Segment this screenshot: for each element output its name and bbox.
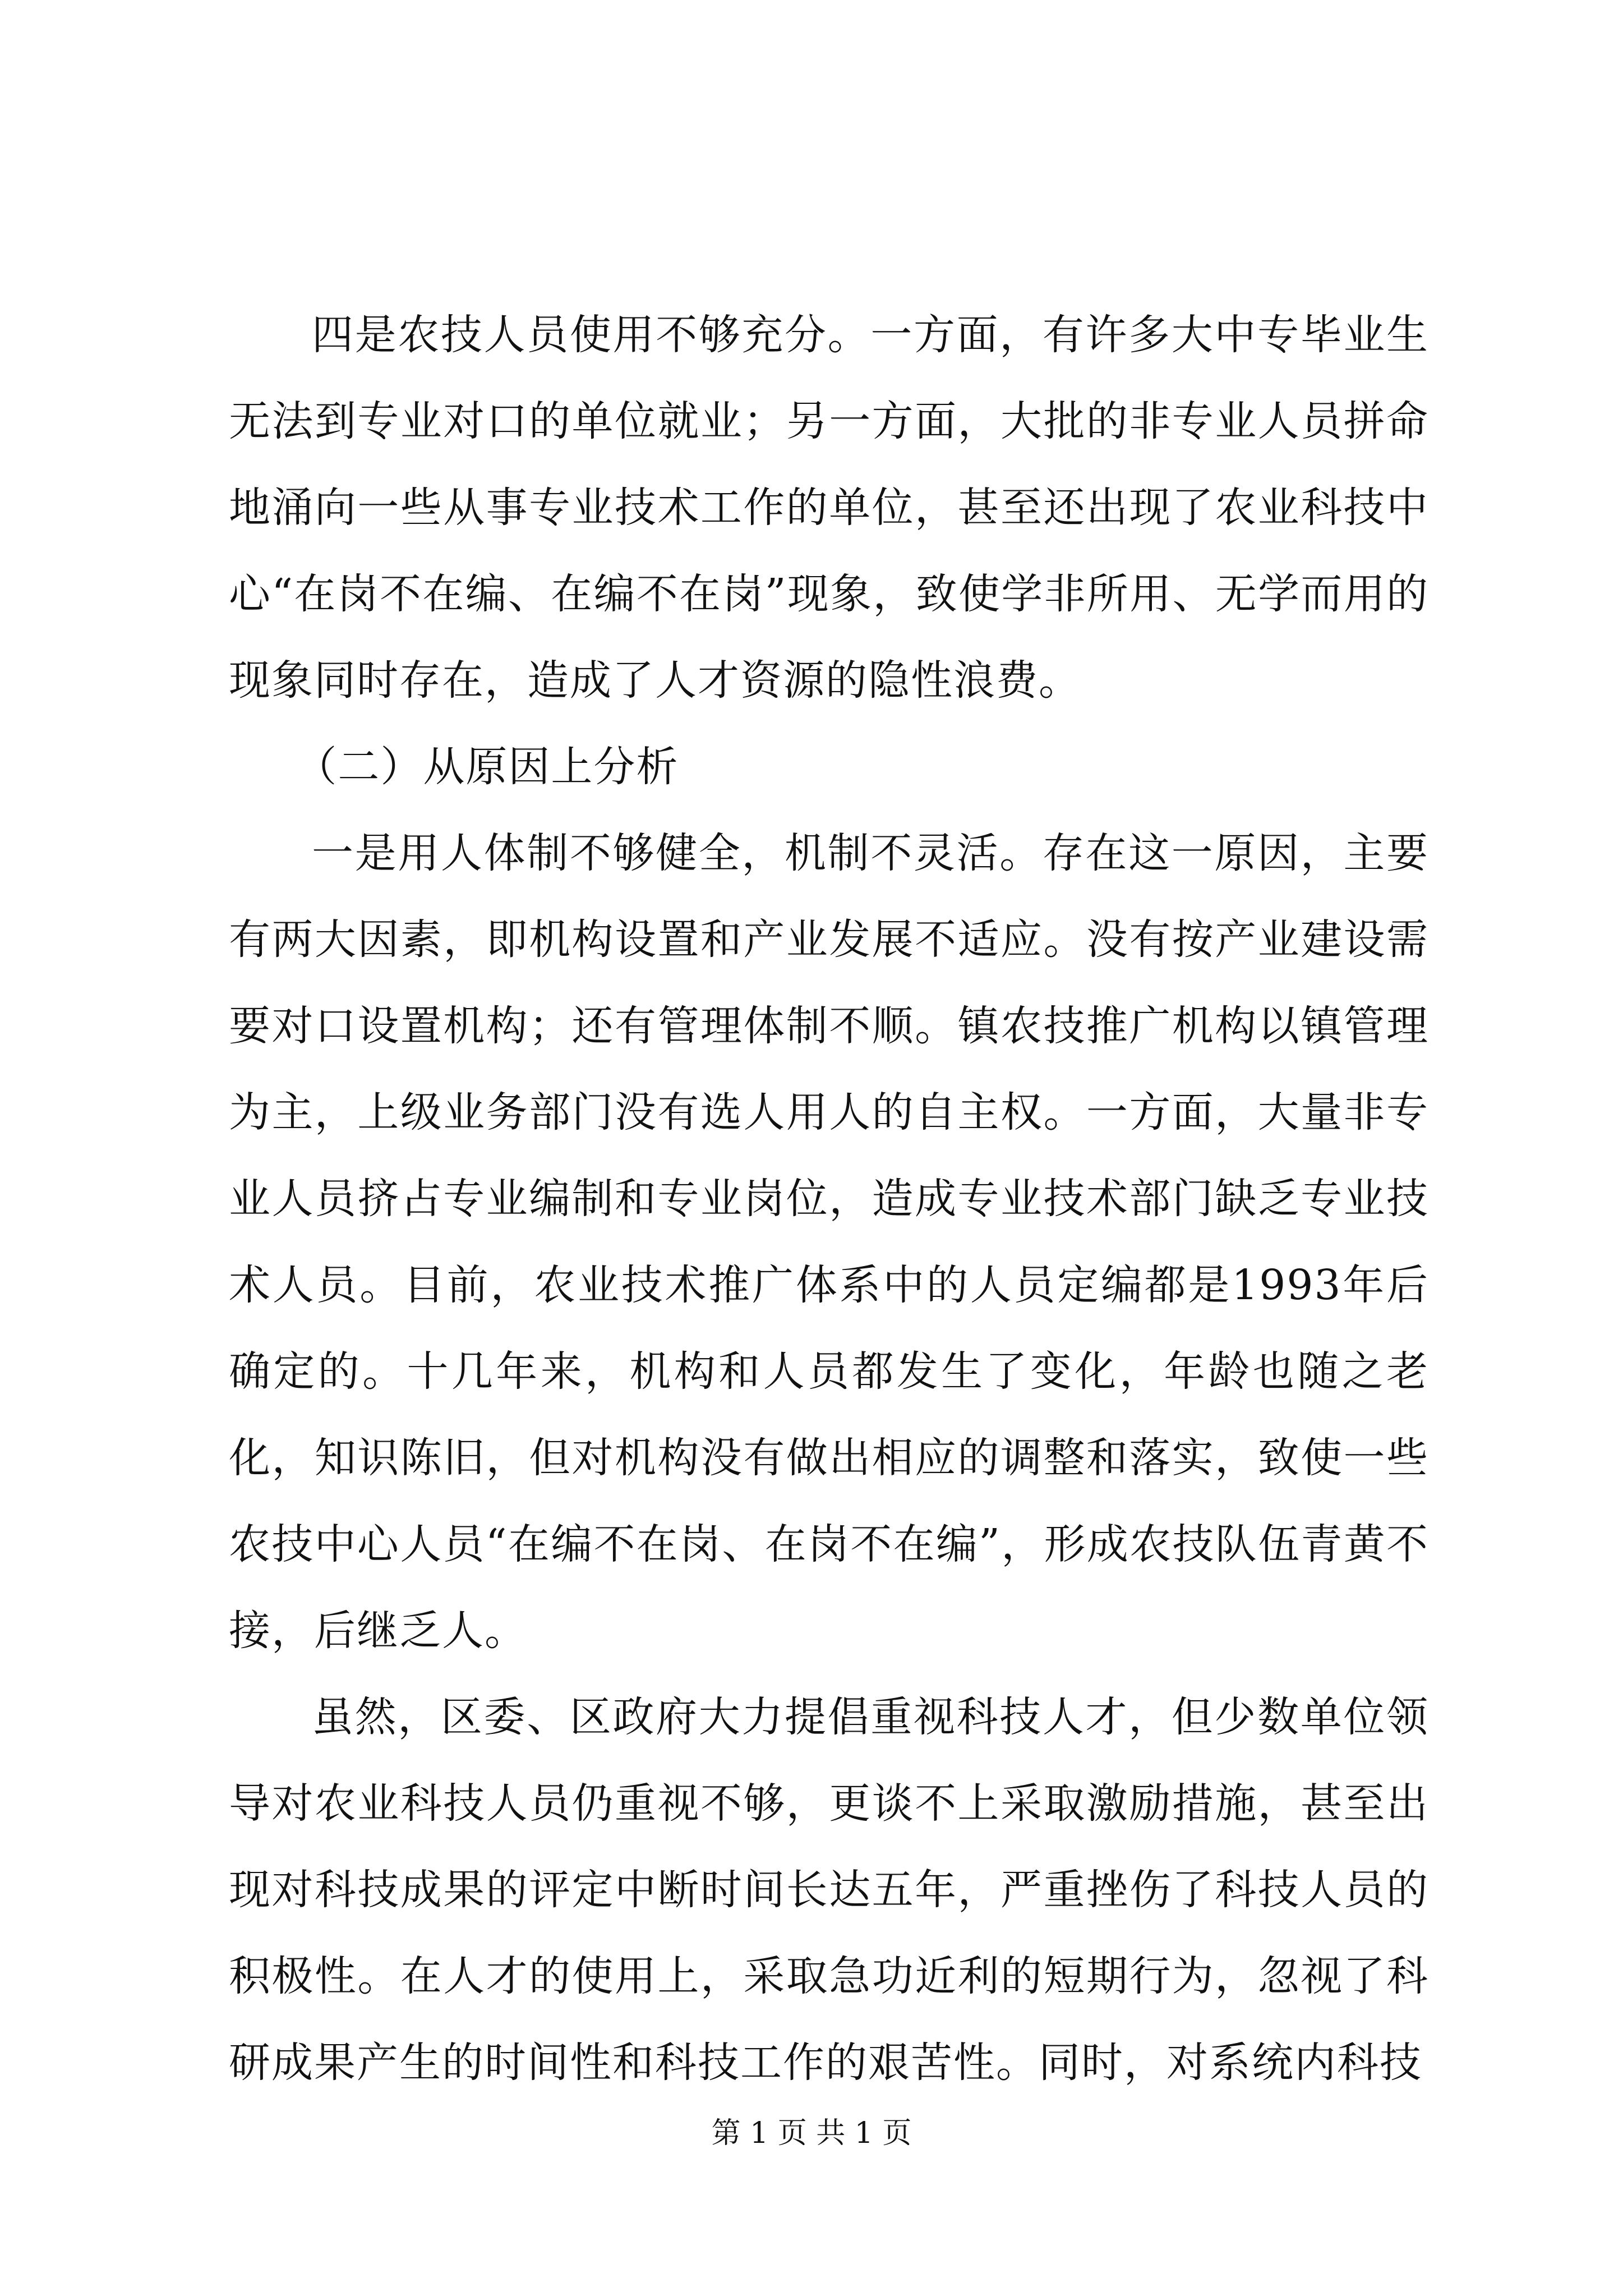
paragraph-leadership-attention: 虽然，区委、区政府大力提倡重视科技人才，但少数单位领导对农业科技人员仍重视不够，更谈不上采取激励措施，甚至出现对科技成果的评定中断时间长达五年，严重挫伤了科技人员的积极性。在人才的使用上，采取急功近利的短期行为，忽视了科研成果产生的时间性和科技工作的艰苦性。同时，对系统内科技 — [229, 1693, 1429, 2087]
paragraph-usage-issue: 四是农技人员使用不够充分。一方面，有许多大中专毕业生无法到专业对口的单位就业；另一方面，大批的非专业人员拼命地涌向一些从事专业技术工作的单位，甚至还出现了农业科技中心“在岗不在编、在编不在岗”现象，致使学非所用、无学而用的现象同时存在，造成了人才资源的隐性浪费。 — [229, 311, 1429, 705]
page-footer: 第 1 页 共 1 页 — [711, 2116, 912, 2150]
document-body — [229, 292, 1429, 2106]
section-heading-cause-analysis: （二）从原因上分析 — [295, 743, 679, 791]
paragraph-employment-system: 一是用人体制不够健全，机制不灵活。存在这一原因，主要有两大因素，即机构设置和产业发展不适应。没有按产业建设需要对口设置机构；还有管理体制不顺。镇农技推广机构以镇管理为主，上级业务部门没有选人用人的自主权。一方面，大量非专业人员挤占专业编制和专业岗位，造成专业技术部门缺乏专业技术人员。目前，农业技术推广体系中的人员定编都是1993年后确定的。十几年来，机构和人员都发生了变化，年龄也随之老化，知识陈旧，但对机构没有做出相应的调整和落实，致使一些农技中心人员“在编不在岗、在岗不在编”，形成农技队伍青黄不接，后继乏人。 — [229, 829, 1429, 1655]
